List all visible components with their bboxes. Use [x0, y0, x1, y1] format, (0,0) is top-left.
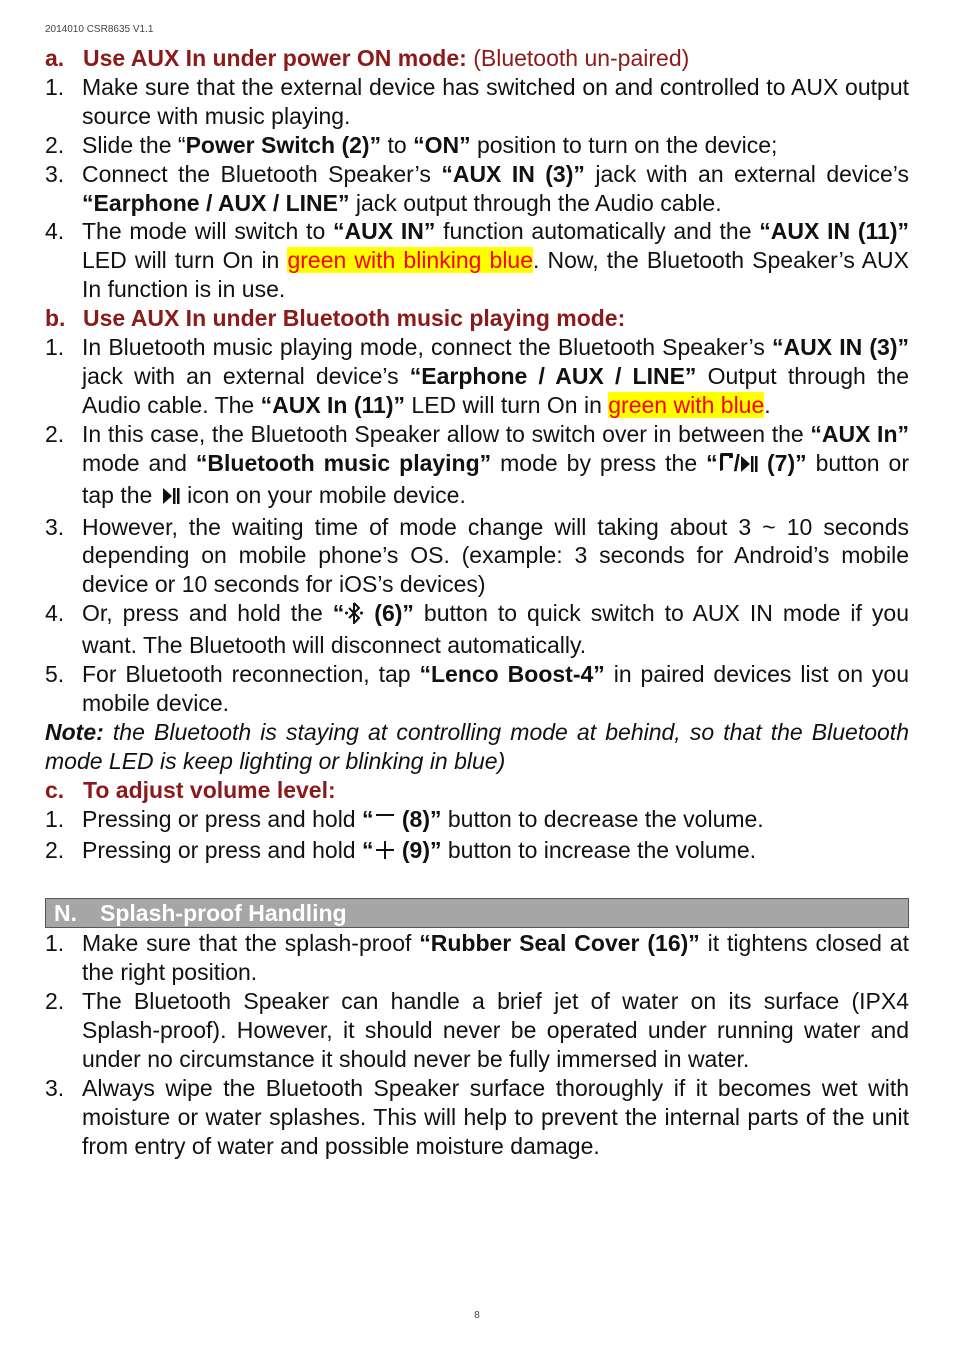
list-item — [45, 513, 909, 600]
section-c-list — [45, 805, 909, 869]
item-text: In this case, the Bluetooth Speaker allow to switch over in between the — [82, 420, 811, 447]
item-number: 1. — [45, 930, 65, 957]
item-text: button to increase the volume. — [441, 837, 757, 864]
item-text: Connect the Bluetooth Speaker’s — [82, 160, 442, 187]
item-text: Make sure that the splash-proof — [82, 930, 420, 957]
play-pause-icon — [159, 484, 181, 513]
minus-icon — [374, 808, 396, 837]
item-text: . Now, the Bluetooth Speaker’s AUX In function is in use. — [82, 247, 909, 303]
item-text: The mode will switch to — [82, 218, 333, 245]
list-item — [45, 660, 909, 718]
item-text: mode and — [82, 449, 196, 476]
document-header: 2014010 CSR8635 V1.1 — [45, 24, 154, 35]
item-text: jack output through the Audio cable. — [349, 189, 722, 216]
plus-icon — [374, 839, 396, 868]
item-text: LED will turn On in — [405, 391, 609, 418]
note-text: the Bluetooth is staying at controlling mode at behind, so that the Bluetooth mode LED is keep lighting or blinking in blue) — [45, 718, 909, 774]
list-item — [45, 160, 909, 218]
item-number: 5. — [45, 661, 65, 688]
item-text: jack with an external device’s — [82, 362, 410, 389]
list-item — [45, 929, 909, 987]
section-letter: c. — [45, 776, 65, 803]
section-title: Use AUX In under power ON mode: — [83, 45, 467, 71]
note-paragraph — [45, 718, 909, 776]
bluetooth-icon — [344, 602, 364, 631]
item-text: mode by press the — [491, 449, 707, 476]
item-bold: (7)” — [758, 449, 807, 476]
list-item — [45, 333, 909, 420]
item-bold: “Rubber Seal Cover (16)” — [419, 930, 700, 957]
item-bold: “ — [362, 837, 374, 864]
highlighted-text: green with blinking blue — [287, 247, 534, 274]
section-c-title — [45, 776, 909, 805]
item-text: it tightens closed at the right position. — [82, 930, 909, 986]
item-text: position to turn on the device; — [470, 131, 778, 158]
page-number: 8 — [474, 1310, 480, 1321]
item-text: Make sure that the external device has switched on and controlled to AUX output source with music playing. — [82, 73, 909, 129]
item-bold: “ — [332, 600, 345, 627]
list-item — [45, 73, 909, 131]
list-item — [45, 599, 909, 660]
section-subtitle: (Bluetooth un-paired) — [473, 45, 690, 71]
item-bold: “AUX IN (3)” — [772, 334, 910, 361]
item-number: 3. — [45, 513, 65, 540]
item-bold: “Earphone / AUX / LINE” — [409, 362, 697, 389]
list-item — [45, 131, 909, 160]
item-bold: “AUX IN (11)” — [759, 218, 909, 245]
item-bold: “ON” — [413, 131, 471, 158]
item-text: In Bluetooth music playing mode, connect the Bluetooth Speaker’s — [82, 334, 773, 361]
item-text: Always wipe the Bluetooth Speaker surface thoroughly if it becomes wet with moisture or water splashes. This will help to prevent the internal parts of the unit from entry of water and possible moisture damage. — [82, 1074, 909, 1159]
item-number: 2. — [45, 837, 65, 864]
list-item — [45, 805, 909, 837]
highlighted-text: green with blue — [608, 391, 765, 418]
item-bold: “Bluetooth music playing” — [195, 449, 492, 476]
item-bold: “AUX In” — [810, 420, 909, 447]
item-number: 1. — [45, 334, 65, 361]
item-number: 1. — [45, 805, 65, 832]
section-title: To adjust volume level: — [83, 776, 336, 803]
item-text: For Bluetooth reconnection, tap — [82, 661, 420, 688]
section-title: Use AUX In under Bluetooth music playing mode: — [83, 305, 626, 332]
list-item — [45, 217, 909, 304]
item-bold: “AUX IN” — [333, 218, 436, 245]
item-number: 2. — [45, 420, 65, 447]
item-text: Pressing or press and hold — [82, 805, 362, 832]
list-item — [45, 1074, 909, 1161]
item-bold: “Lenco Boost-4” — [419, 661, 605, 688]
item-bold: “Earphone / AUX / LINE” — [82, 189, 350, 216]
section-b-list — [45, 333, 909, 718]
item-bold: Power Switch (2)” — [185, 131, 382, 158]
item-number: 2. — [45, 131, 65, 158]
note-label: Note: — [45, 718, 104, 745]
item-number: 1. — [45, 73, 65, 100]
item-text: jack with an external device’s — [584, 160, 910, 187]
section-n-heading-bar — [45, 898, 909, 928]
section-n-list — [45, 929, 909, 1160]
section-a-list — [45, 73, 909, 304]
spacer — [45, 868, 909, 897]
item-number: 3. — [45, 1074, 65, 1101]
item-bold: (9)” — [395, 837, 442, 864]
item-text: Pressing or press and hold — [82, 837, 362, 864]
item-text: Slide the “ — [82, 131, 186, 158]
item-number: 3. — [45, 160, 65, 187]
item-bold: “AUX IN (3)” — [441, 160, 585, 187]
item-text: However, the waiting time of mode change will taking about 3 ~ 10 seconds depending on mobile phone’s OS. (example: 3 seconds for Android’s mobile device or 10 seconds for iOS’s devices) — [82, 513, 909, 598]
item-text: . — [764, 391, 771, 418]
item-text: LED will turn On in — [82, 247, 288, 274]
item-text: icon on your mobile device. — [180, 481, 466, 508]
item-text: button or tap the — [82, 449, 909, 508]
item-bold: “ — [362, 805, 374, 832]
play-pause-icon — [740, 452, 758, 481]
section-a-title — [45, 44, 909, 73]
item-text: in paired devices list on you mobile device. — [82, 661, 909, 716]
item-text: to — [381, 131, 414, 158]
item-text: Output through the Audio cable. The — [82, 362, 909, 418]
section-letter: a. — [45, 45, 65, 71]
item-text: The Bluetooth Speaker can handle a brief jet of water on its surface (IPX4 Splash-proof). However, it should never be operated under running water and under no circumstance it should never be fully immersed in water. — [82, 988, 909, 1072]
item-number: 4. — [45, 218, 65, 245]
item-bold: “ — [706, 449, 718, 476]
item-text: Or, press and hold the — [82, 600, 333, 627]
item-bold: (8)” — [395, 805, 442, 832]
item-bold: / — [733, 449, 741, 476]
list-item — [45, 420, 909, 513]
section-letter: N. — [54, 900, 77, 927]
item-text: function automatically and the — [435, 218, 760, 245]
list-item — [45, 836, 909, 868]
item-number: 4. — [45, 600, 65, 627]
item-text: button to decrease the volume. — [441, 805, 764, 832]
section-title: Splash-proof Handling — [100, 900, 347, 927]
section-letter: b. — [45, 305, 66, 332]
phone-icon — [718, 452, 734, 481]
item-number: 2. — [45, 988, 65, 1015]
item-text: button to quick switch to AUX IN mode if you want. The Bluetooth will disconnect automatically. — [82, 600, 910, 659]
item-bold: “AUX In (11)” — [260, 391, 406, 418]
page-content — [45, 44, 909, 1161]
list-item — [45, 987, 909, 1074]
item-bold: (6)” — [364, 600, 414, 627]
section-b-title — [45, 304, 909, 333]
